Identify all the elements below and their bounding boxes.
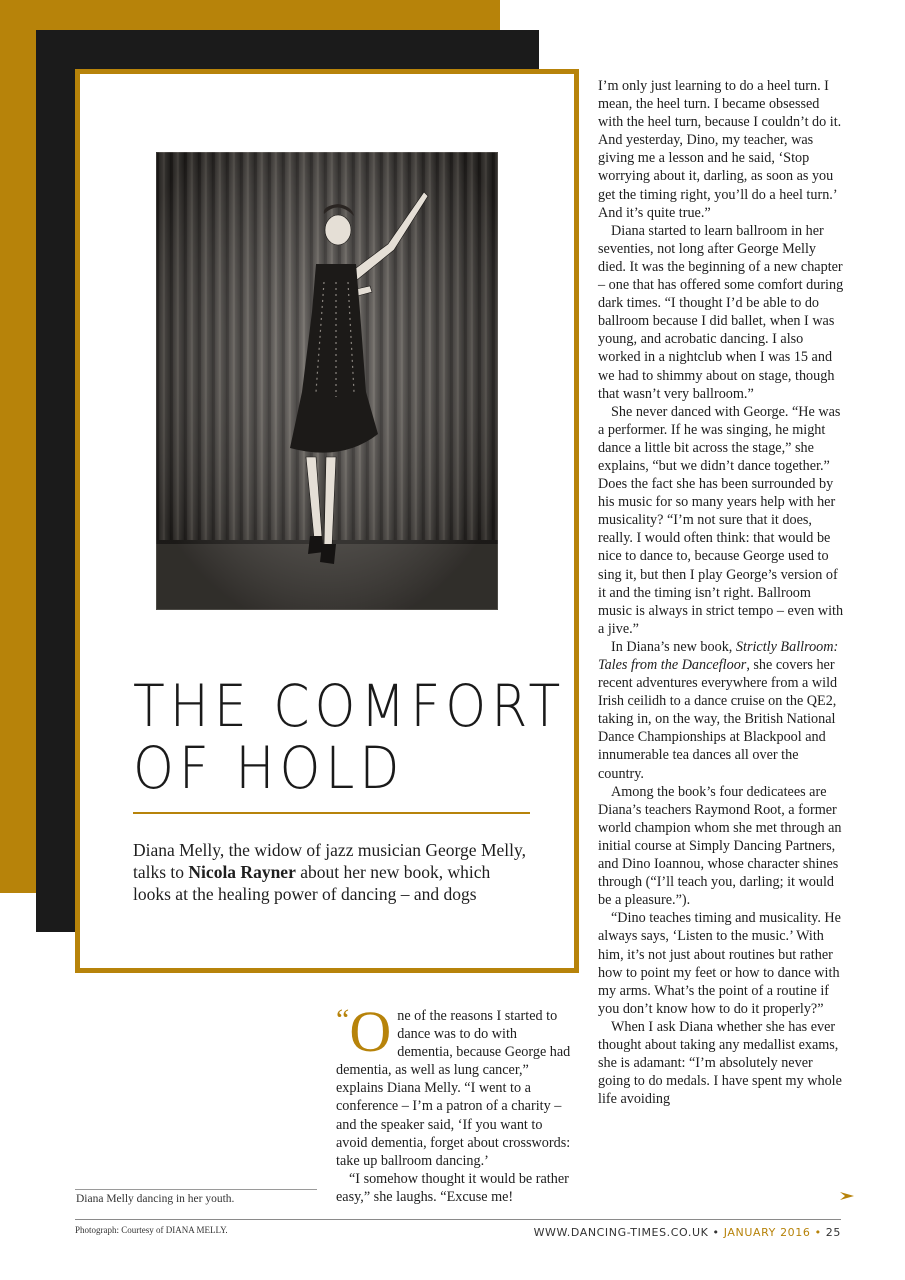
caption-divider (75, 1189, 317, 1190)
continue-arrow-icon (840, 1190, 854, 1202)
paragraph: When I ask Diana whether she has ever thought about taking any medallist exams, she is adamant: “I’m absolutely never going to do medals. I have spent my whole life avoiding (598, 1018, 842, 1108)
body-column-right (598, 77, 846, 1108)
paragraph-text: , she covers her recent adventures everywhere from a wild Irish ceilidh to a dance cruise on the QE2, taking in, on the way, the British National Dance Championships at Blackpool and innumerable tea dances all over the country. (598, 657, 838, 782)
standfirst (133, 839, 528, 905)
paragraph (598, 638, 846, 783)
drop-cap-quote: “ (336, 1003, 350, 1036)
headline-divider (133, 812, 530, 814)
headline-line-1: THE COMFORT (133, 673, 566, 741)
paragraph: “I somehow thought it would be rather easy,” she laughs. “Excuse me! (336, 1170, 569, 1205)
page-number: 25 (825, 1226, 841, 1239)
opening-paragraph (336, 999, 574, 1170)
footer-separator: • (712, 1226, 720, 1239)
page-footer (534, 1226, 841, 1239)
standfirst-text-end: about her new book, which looks at the healing power of dancing – and dogs (133, 862, 491, 904)
paragraph-text: In Diana’s new book, (611, 638, 736, 655)
author-name: Nicola Rayner (188, 862, 296, 882)
dancer-photo-illustration (156, 152, 498, 610)
vintage-dancer-photo (156, 152, 498, 610)
body-column-left (336, 999, 574, 1206)
photo-caption: Diana Melly dancing in her youth. (76, 1193, 235, 1205)
issue-date: JANUARY 2016 (723, 1226, 811, 1239)
headline-line-2: OF HOLD (133, 735, 405, 803)
footer-divider (75, 1219, 841, 1220)
book-title: Strictly Ballroom: Tales from the Dancefloor (598, 638, 839, 673)
footer-separator: • (814, 1226, 822, 1239)
paragraph-text: ne of the reasons I started to dance was to do with dementia, because George had dementia, as well as lung cancer,” explains Diana Melly. “I went to a conference – I’m a patron of a charity – and the speaker said, ‘If you want to avoid dementia, forget about crosswords: take up ballroom dancing.’ (336, 1008, 571, 1169)
photo-credit: Photograph: Courtesy of DIANA MELLY. (75, 1225, 228, 1235)
paragraph: I’m only just learning to do a heel turn. I mean, the heel turn. I became obsessed with the heel turn, because I couldn’t do it. And yesterday, Dino, my teacher, was giving me a lesson and he said, ‘Stop worrying about it, darling, as soon as you get the timing right, you’ll do a heel turn.’ And it’s quite true.” (598, 78, 842, 221)
drop-cap-letter: O (349, 999, 392, 1064)
website-url: WWW.DANCING-TIMES.CO.UK (533, 1226, 709, 1239)
paragraph: Among the book’s four dedicatees are Diana’s teachers Raymond Root, a former world champion whom she met through an initial course at Simply Dancing Partners, and Dino Ioannou, whose character shines through (“I’ll teach you, darling; it would be a pleasure.”). (598, 783, 842, 909)
standfirst-text: Diana Melly, the widow of jazz musician George Melly, talks to (133, 840, 526, 882)
paragraph: Diana started to learn ballroom in her seventies, not long after George Melly died. It was the beginning of a new chapter – one that has offered some comfort during dark times. “I thought I’d be able to do ballroom because I did ballet, when I was young, and acrobatic dancing. I also worked in a nightclub when I was 15 and we had to shimmy about on stage, though that wasn’t very ballroom.” (598, 222, 844, 402)
paragraph: She never danced with George. “He was a performer. If he was singing, he might dance a little bit across the stage,” she explains, “but we didn’t dance together.” Does the fact she has been surrounded by his music for so many years help with her musicality? “I’m not sure that it does, really. I would often think: that would be nice to dance to, because George used to sing it, but then I play George’s version of it and the timing isn’t right. Ballroom music is always in strict tempo – even with a jive.” (598, 403, 844, 637)
paragraph: “Dino teaches timing and musicality. He always says, ‘Listen to the music.’ With him, it’s not just about routines but rather how to point my feet or how to dance with my arms. What’s the point of a routine if you don’t know how to do it properly?” (598, 910, 841, 1017)
drop-cap (336, 999, 392, 1064)
article-headline (133, 672, 566, 803)
